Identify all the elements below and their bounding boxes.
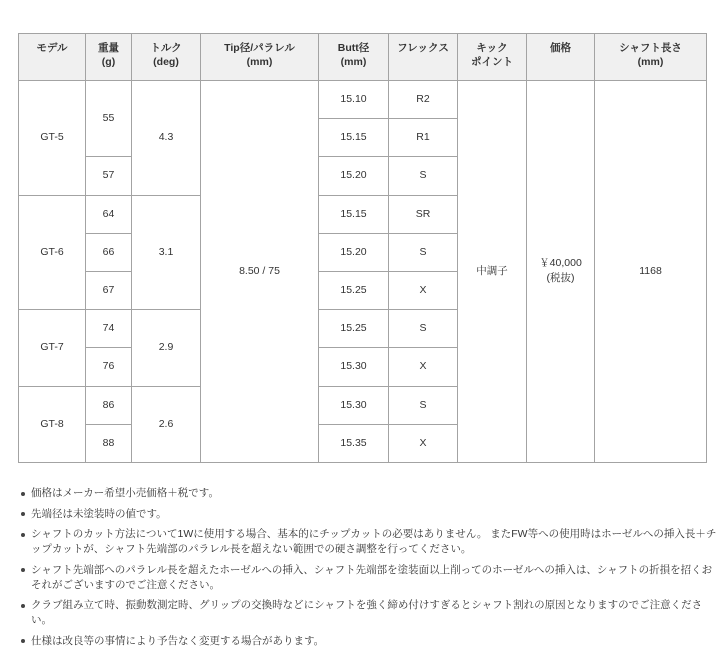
header-torque-unit: (deg) (153, 56, 179, 68)
torque-cell: 2.6 (132, 386, 201, 462)
note-item: 先端径は未塗装時の値です。 (31, 507, 719, 522)
price-tax-note: (税抜) (546, 272, 575, 285)
header-butt-diameter-label: Butt径 (337, 42, 370, 54)
notes-list (31, 486, 719, 654)
butt-diameter-cell: 15.25 (319, 310, 389, 348)
flex-cell: SR (389, 195, 458, 233)
note-item: シャフト先端部へのパラレル長を超えたホーゼルへの挿入、シャフト先端部を塗装面以上削ってのホーゼルへの挿入は、シャフトの折損を招くおそれがございますのでご注意ください。 (31, 563, 719, 593)
weight-cell: 74 (86, 310, 132, 348)
weight-cell: 66 (86, 233, 132, 271)
flex-cell: X (389, 271, 458, 309)
header-model-label: モデル (36, 42, 68, 54)
butt-diameter-cell: 15.30 (319, 386, 389, 424)
header-weight-label: 重量 (98, 42, 119, 54)
header-kick-point-label-2: ポイント (471, 56, 513, 68)
header-flex-label: フレックス (397, 42, 449, 54)
butt-diameter-cell: 15.20 (319, 233, 389, 271)
note-item: クラブ組み立て時、振動数測定時、グリップの交換時などにシャフトを強く締め付けすぎるとシャフト割れの原因となりますのでご注意ください。 (31, 598, 719, 628)
header-torque-label: トルク (150, 42, 182, 54)
weight-cell: 67 (86, 271, 132, 309)
header-torque (132, 34, 201, 81)
header-shaft-length-label: シャフト長さ (619, 42, 682, 54)
torque-cell: 3.1 (132, 195, 201, 310)
butt-diameter-cell: 15.10 (319, 81, 389, 119)
header-tip-parallel-label: Tip径/パラレル (224, 42, 295, 54)
butt-diameter-cell: 15.25 (319, 271, 389, 309)
flex-cell: S (389, 233, 458, 271)
spec-table (18, 33, 707, 463)
header-kick-point (458, 34, 527, 81)
header-tip-parallel-unit: (mm) (246, 56, 273, 68)
header-model (19, 34, 86, 81)
header-weight (86, 34, 132, 81)
flex-cell: S (389, 310, 458, 348)
model-cell: GT-8 (19, 386, 86, 462)
note-item: 仕様は改良等の事情により予告なく変更する場合があります。 (31, 634, 719, 649)
header-flex (389, 34, 458, 81)
header-shaft-length-unit: (mm) (637, 56, 664, 68)
header-kick-point-label-1: キック (476, 42, 508, 54)
flex-cell: X (389, 348, 458, 386)
note-item: シャフトのカット方法について1Wに使用する場合、基本的にチップカットの必要はありません。 またFW等への使用時はホーゼルへの挿入長＋チップカットが、シャフト先端部のパラレル長を超えない範囲での硬さ調整を行ってください。 (31, 527, 719, 557)
butt-diameter-cell: 15.15 (319, 119, 389, 157)
flex-cell: R1 (389, 119, 458, 157)
shaft-length-cell: 1168 (595, 81, 707, 463)
model-cell: GT-7 (19, 310, 86, 386)
butt-diameter-cell: 15.20 (319, 157, 389, 195)
header-butt-diameter (319, 34, 389, 81)
header-row (19, 34, 707, 81)
flex-cell: R2 (389, 81, 458, 119)
header-price-label: 価格 (550, 42, 571, 54)
model-cell: GT-5 (19, 81, 86, 196)
weight-cell: 55 (86, 81, 132, 157)
torque-cell: 2.9 (132, 310, 201, 386)
weight-cell: 76 (86, 348, 132, 386)
note-item: 価格はメーカー希望小売価格＋税です。 (31, 486, 719, 501)
torque-cell: 4.3 (132, 81, 201, 196)
kick-point-cell: 中調子 (458, 81, 527, 463)
flex-cell: X (389, 424, 458, 462)
weight-cell: 64 (86, 195, 132, 233)
butt-diameter-cell: 15.30 (319, 348, 389, 386)
model-cell: GT-6 (19, 195, 86, 310)
price-value: ￥40,000 (539, 257, 582, 270)
butt-diameter-cell: 15.35 (319, 424, 389, 462)
price-cell (527, 81, 595, 463)
header-shaft-length (595, 34, 707, 81)
header-weight-unit: (g) (101, 56, 116, 68)
flex-cell: S (389, 386, 458, 424)
table-row (19, 81, 707, 119)
butt-diameter-cell: 15.15 (319, 195, 389, 233)
weight-cell: 88 (86, 424, 132, 462)
flex-cell: S (389, 157, 458, 195)
weight-cell: 57 (86, 157, 132, 195)
header-tip-parallel (201, 34, 319, 81)
header-price (527, 34, 595, 81)
header-butt-diameter-unit: (mm) (340, 56, 367, 68)
tip-parallel-cell: 8.50 / 75 (201, 81, 319, 463)
weight-cell: 86 (86, 386, 132, 424)
